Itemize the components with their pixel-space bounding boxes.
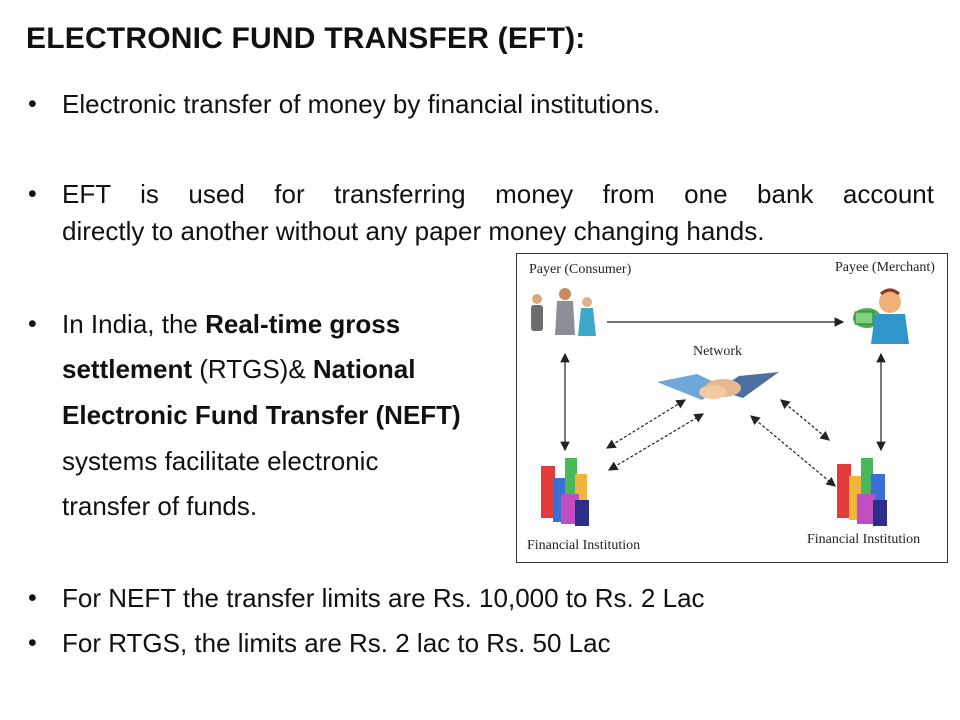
slide-title: ELECTRONIC FUND TRANSFER (EFT): <box>26 22 586 55</box>
bullet-3-bold: National <box>312 354 416 384</box>
bullet-3-bold: Electronic Fund Transfer (NEFT) <box>62 400 461 430</box>
financial-institution-right-icon <box>837 458 887 526</box>
bullet-1-text: Electronic transfer of money by financial institutions. <box>62 89 661 119</box>
bullet-3-text: (RTGS)& <box>192 354 313 384</box>
network-right-dotted-arrow-2 <box>751 416 835 486</box>
bullet-marker: • <box>28 629 37 657</box>
bullet-3-line-2 <box>62 351 415 387</box>
bullet-2-line-2: directly to another without any paper money changing hands. <box>62 216 765 246</box>
fi-left-label: Financial Institution <box>527 538 641 553</box>
network-left-dotted-arrow <box>607 400 685 448</box>
network-right-dotted-arrow <box>781 400 829 440</box>
bullet-3-bold: Real-time gross <box>205 309 401 339</box>
fi-right-label: Financial Institution <box>807 532 921 547</box>
bullet-marker: • <box>28 90 37 118</box>
eft-diagram <box>516 253 948 563</box>
network-label: Network <box>693 344 742 359</box>
bullet-marker: • <box>28 584 37 612</box>
bullet-marker: • <box>28 180 37 208</box>
bullet-3-line-1 <box>62 306 400 342</box>
bullet-marker: • <box>28 310 37 338</box>
bullet-2-line-1: EFT is used for transferring money from one bank account <box>62 179 934 209</box>
bullet-3-bold: settlement <box>62 354 193 384</box>
network-left-dotted-arrow-2 <box>609 414 703 470</box>
bullet-3-line-5: transfer of funds. <box>62 491 258 521</box>
payer-people-icon <box>531 288 596 336</box>
payee-merchant-icon <box>853 290 909 344</box>
bullet-3-line-3 <box>62 397 461 433</box>
payer-label: Payer (Consumer) <box>529 262 632 277</box>
payee-label: Payee (Merchant) <box>835 260 935 275</box>
bullet-3-line-4: systems facilitate electronic <box>62 446 379 476</box>
bullet-3-text: In India, the <box>62 309 206 339</box>
bullet-4-text: For NEFT the transfer limits are Rs. 10,000 to Rs. 2 Lac <box>62 583 705 613</box>
financial-institution-left-icon <box>541 458 589 526</box>
handshake-icon <box>657 372 779 400</box>
bullet-5-text: For RTGS, the limits are Rs. 2 lac to Rs. 50 Lac <box>62 628 611 658</box>
diagram-graphics <box>517 254 949 564</box>
